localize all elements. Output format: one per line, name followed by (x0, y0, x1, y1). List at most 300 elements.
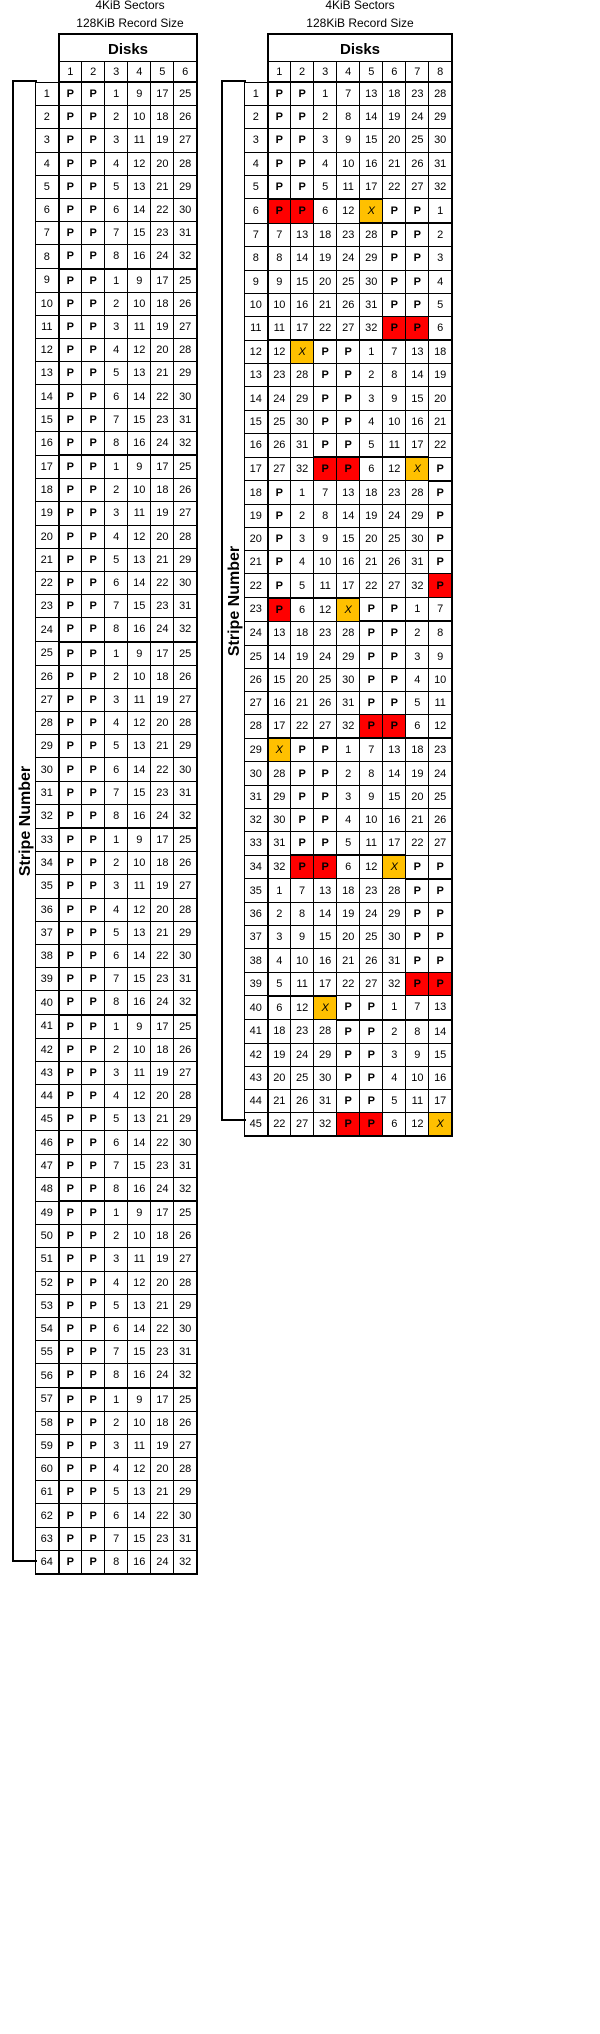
disk-cell: 22 (360, 574, 383, 598)
disk-cell: 6 (337, 855, 360, 879)
disk-cell: 30 (291, 410, 314, 433)
disk-cell: 12 (429, 715, 452, 739)
disk-cell: 20 (406, 785, 429, 808)
disk-cell: P (59, 362, 82, 385)
stripe-number-cell: 36 (245, 903, 268, 926)
disk-cell: 9 (128, 828, 151, 852)
table-row (36, 688, 198, 711)
disk-cell: 27 (291, 1113, 314, 1137)
table-row (36, 1317, 198, 1340)
disk-cell: P (59, 688, 82, 711)
disk-cell: P (59, 852, 82, 875)
disk-cell: 2 (105, 665, 128, 688)
table-row (245, 949, 453, 972)
disk-cell: 31 (406, 551, 429, 574)
stripe-number-cell: 1 (245, 82, 268, 106)
stripe-number-cell: 2 (245, 106, 268, 129)
disk-cell: 3 (360, 387, 383, 410)
stripe-number-cell: 40 (245, 996, 268, 1020)
table-row (245, 223, 453, 247)
disk-cell: 7 (383, 340, 406, 364)
disk-cell: P (291, 129, 314, 152)
disk-cell: X (429, 1113, 452, 1137)
disk-cell: 32 (174, 431, 197, 455)
disk-cell: 16 (128, 1177, 151, 1201)
stripe-number-cell: 24 (245, 621, 268, 645)
disk-cell: 23 (151, 1154, 174, 1177)
disk-cell: 4 (337, 808, 360, 831)
table-row (36, 175, 198, 198)
disk-cell: P (268, 152, 291, 175)
disk-cell: 23 (429, 738, 452, 762)
disk-cell: P (59, 618, 82, 642)
disk-cell: 8 (105, 245, 128, 269)
disk-cell: P (59, 1015, 82, 1039)
disk-cell: 29 (360, 247, 383, 270)
disk-cell: 6 (406, 715, 429, 739)
stripe-number-cell: 17 (245, 457, 268, 481)
disk-cell: 31 (174, 968, 197, 991)
disk-cell: P (82, 1248, 105, 1271)
disk-cell: 28 (174, 898, 197, 921)
disk-cell: 20 (151, 525, 174, 548)
disk-cell: 14 (291, 247, 314, 270)
table-row (36, 292, 198, 315)
disk-cell: 16 (128, 431, 151, 455)
table-row (245, 691, 453, 714)
disk-cell: 1 (406, 598, 429, 622)
disk-cell: 13 (406, 340, 429, 364)
disk-cell: 3 (337, 785, 360, 808)
disk-cell: 26 (174, 1038, 197, 1061)
disk-cell: 15 (128, 408, 151, 431)
disk-cell: 11 (360, 832, 383, 856)
disk-cell: P (82, 665, 105, 688)
disk-cell: 18 (151, 1038, 174, 1061)
disk-cell: P (59, 1388, 82, 1412)
disk-cell: P (406, 247, 429, 270)
table-row (36, 315, 198, 338)
left-disk-header-row (36, 62, 198, 83)
disk-cell: 30 (268, 808, 291, 831)
disk-cell: P (429, 551, 452, 574)
right-disk-header: 7 (406, 62, 429, 83)
disk-cell: 7 (105, 781, 128, 804)
disk-cell: P (59, 292, 82, 315)
disk-cell: 28 (360, 223, 383, 247)
disk-cell: P (82, 1038, 105, 1061)
disk-cell: P (82, 1550, 105, 1574)
disk-cell: 30 (174, 1504, 197, 1527)
disk-cell: P (406, 926, 429, 949)
disk-cell: 28 (174, 1085, 197, 1108)
disk-cell: 32 (291, 457, 314, 481)
stripe-number-cell: 10 (245, 293, 268, 316)
disk-cell: 6 (429, 316, 452, 340)
disk-cell: P (82, 385, 105, 408)
disk-cell: P (429, 457, 452, 481)
disk-cell: P (82, 852, 105, 875)
disk-cell: 22 (337, 972, 360, 996)
disk-cell: 11 (337, 175, 360, 199)
table-row (245, 433, 453, 457)
disk-cell: P (429, 926, 452, 949)
disk-cell: P (59, 804, 82, 828)
disk-cell: 25 (174, 1201, 197, 1225)
disk-cell: 4 (406, 668, 429, 691)
disk-cell: 10 (406, 1066, 429, 1089)
disk-cell: 28 (406, 481, 429, 505)
disk-cell: 18 (268, 1020, 291, 1044)
disk-cell: P (82, 991, 105, 1015)
stripe-number-cell: 41 (36, 1015, 59, 1039)
disk-cell: P (337, 1043, 360, 1066)
stripe-number-cell: 31 (36, 781, 59, 804)
disk-cell: 22 (151, 571, 174, 594)
disk-cell: 31 (291, 433, 314, 457)
disk-cell: P (82, 1458, 105, 1481)
disk-cell: 4 (105, 1271, 128, 1294)
disk-cell: 32 (174, 1364, 197, 1388)
disk-cell: P (59, 875, 82, 898)
disk-cell: P (360, 621, 383, 645)
disk-cell: P (82, 431, 105, 455)
right-caption (290, 0, 430, 32)
disk-cell: 15 (128, 1154, 151, 1177)
table-row (245, 528, 453, 551)
disk-cell: 27 (174, 1434, 197, 1457)
disk-cell: 13 (337, 481, 360, 505)
disk-cell: 15 (429, 1043, 452, 1066)
disk-cell: 22 (151, 1504, 174, 1527)
disk-cell: P (59, 1061, 82, 1084)
disk-cell: P (59, 1481, 82, 1504)
disk-cell: 16 (429, 1066, 452, 1089)
disk-cell: 31 (174, 222, 197, 245)
stripe-number-cell: 1 (36, 82, 59, 106)
stripe-number-cell: 48 (36, 1177, 59, 1201)
disk-cell: P (429, 879, 452, 903)
disk-cell: P (59, 222, 82, 245)
disk-cell: 27 (360, 972, 383, 996)
disk-cell: 3 (268, 926, 291, 949)
disk-cell: 10 (128, 106, 151, 129)
disk-cell: 2 (105, 1038, 128, 1061)
right-caption-line2: 128KiB Record Size (306, 16, 414, 30)
disk-cell: 28 (174, 1458, 197, 1481)
disk-cell: 6 (105, 758, 128, 781)
disk-cell: 29 (291, 387, 314, 410)
disk-cell: 12 (128, 525, 151, 548)
disk-cell: 7 (291, 879, 314, 903)
table-row (36, 712, 198, 735)
table-row (36, 1177, 198, 1201)
disk-cell: 15 (406, 387, 429, 410)
disk-cell: 21 (337, 949, 360, 972)
table-row (36, 804, 198, 828)
disk-cell: 4 (360, 410, 383, 433)
disk-cell: 15 (291, 270, 314, 293)
disk-cell: P (82, 1085, 105, 1108)
disk-cell: 16 (314, 949, 337, 972)
right-disk-table (244, 61, 453, 1137)
stripe-number-cell: 33 (245, 832, 268, 856)
disk-cell: 14 (128, 1317, 151, 1340)
disk-cell: 20 (151, 339, 174, 362)
stripe-number-cell: 14 (245, 387, 268, 410)
disk-cell: P (59, 1458, 82, 1481)
disk-cell: 23 (383, 481, 406, 505)
disk-cell: P (360, 1066, 383, 1089)
disk-cell: 14 (314, 903, 337, 926)
disk-cell: 27 (406, 175, 429, 199)
disk-cell: 1 (105, 642, 128, 666)
disk-cell: P (360, 598, 383, 622)
table-row (36, 1131, 198, 1154)
disk-cell: P (383, 645, 406, 668)
disk-cell: 16 (406, 410, 429, 433)
table-row (36, 1388, 198, 1412)
disk-cell: 15 (314, 926, 337, 949)
table-row (245, 926, 453, 949)
disk-cell: P (360, 645, 383, 668)
disk-cell: P (383, 247, 406, 270)
disk-cell: 32 (174, 245, 197, 269)
disk-cell: 7 (105, 222, 128, 245)
disk-cell: 19 (268, 1043, 291, 1066)
disk-cell: 19 (151, 315, 174, 338)
disk-cell: 5 (105, 1294, 128, 1317)
disk-cell: 14 (337, 504, 360, 527)
disk-cell: P (59, 1108, 82, 1131)
disk-cell: 16 (268, 691, 291, 714)
disk-cell: 2 (105, 1411, 128, 1434)
disk-cell: P (59, 385, 82, 408)
disk-cell: 3 (314, 129, 337, 152)
stripe-number-cell: 3 (245, 129, 268, 152)
stripe-number-cell: 22 (36, 571, 59, 594)
disk-cell: 25 (291, 1066, 314, 1089)
disk-cell: 20 (151, 1085, 174, 1108)
disk-cell: P (82, 1481, 105, 1504)
table-row (245, 855, 453, 879)
disk-cell: 17 (291, 316, 314, 340)
disk-cell: P (383, 715, 406, 739)
stripe-number-cell: 14 (36, 385, 59, 408)
table-row (36, 781, 198, 804)
disk-cell: 24 (406, 106, 429, 129)
right-stripe-box (221, 80, 246, 1121)
disk-cell: P (82, 1388, 105, 1412)
disk-cell: 7 (429, 598, 452, 622)
disk-cell: 13 (128, 735, 151, 758)
disk-cell: 19 (429, 364, 452, 387)
disk-cell: 5 (314, 175, 337, 199)
disk-cell: 11 (128, 1061, 151, 1084)
disk-cell: 18 (151, 292, 174, 315)
stripe-number-cell: 6 (36, 198, 59, 221)
table-row (36, 1411, 198, 1434)
disk-cell: 5 (105, 1108, 128, 1131)
disk-cell: P (82, 339, 105, 362)
disk-cell: 17 (151, 455, 174, 479)
disk-cell: P (59, 1201, 82, 1225)
disk-cell: 17 (337, 574, 360, 598)
disk-cell: 9 (360, 785, 383, 808)
disk-cell: 9 (291, 926, 314, 949)
table-row (245, 316, 453, 340)
disk-cell: 15 (128, 1341, 151, 1364)
stripe-number-cell: 32 (36, 804, 59, 828)
stripe-number-cell: 4 (245, 152, 268, 175)
stripe-number-cell: 25 (245, 645, 268, 668)
disk-cell: 3 (105, 875, 128, 898)
disk-cell: 10 (360, 808, 383, 831)
disk-cell: 30 (174, 198, 197, 221)
disk-cell: 18 (360, 481, 383, 505)
disk-cell: 6 (268, 996, 291, 1020)
table-row (36, 968, 198, 991)
stripe-number-cell: 43 (245, 1066, 268, 1089)
disk-cell: 15 (128, 222, 151, 245)
stripe-number-cell: 16 (245, 433, 268, 457)
disk-cell: 3 (105, 688, 128, 711)
table-row (245, 387, 453, 410)
table-row (36, 1364, 198, 1388)
table-row (36, 1015, 198, 1039)
disk-cell: 28 (174, 712, 197, 735)
disk-cell: 11 (291, 972, 314, 996)
stripe-number-cell: 36 (36, 898, 59, 921)
stripe-number-cell: 37 (245, 926, 268, 949)
disk-cell: 31 (268, 832, 291, 856)
disk-cell: 24 (268, 387, 291, 410)
disk-cell: 32 (174, 991, 197, 1015)
disk-cell: 12 (128, 339, 151, 362)
left-stripe-box (12, 80, 37, 1562)
table-row (245, 270, 453, 293)
disk-cell: 29 (337, 645, 360, 668)
disk-cell: 26 (337, 293, 360, 316)
disk-cell: 9 (314, 528, 337, 551)
table-row (36, 1154, 198, 1177)
disk-cell: P (59, 106, 82, 129)
left-disks-title: Disks (58, 33, 198, 61)
stripe-number-cell: 56 (36, 1364, 59, 1388)
disk-cell: P (82, 129, 105, 152)
disk-cell: 29 (406, 504, 429, 527)
stripe-number-cell: 15 (36, 408, 59, 431)
disk-cell: P (383, 293, 406, 316)
disk-cell: 2 (105, 479, 128, 502)
disk-cell: P (360, 1090, 383, 1113)
left-disk-header: 3 (105, 62, 128, 83)
disk-cell: 24 (151, 245, 174, 269)
disk-cell: 21 (151, 735, 174, 758)
disk-cell: 5 (337, 832, 360, 856)
stripe-number-cell: 44 (245, 1090, 268, 1113)
disk-cell: 1 (360, 340, 383, 364)
disk-cell: 7 (337, 82, 360, 106)
disk-cell: P (291, 762, 314, 785)
disk-cell: 26 (174, 106, 197, 129)
disk-cell: P (337, 1020, 360, 1044)
disk-cell: 12 (268, 340, 291, 364)
table-row (245, 1113, 453, 1137)
table-row (36, 1061, 198, 1084)
disk-cell: 29 (268, 785, 291, 808)
disk-cell: P (82, 944, 105, 967)
disk-cell: 15 (128, 1527, 151, 1550)
disk-cell: 2 (105, 852, 128, 875)
disk-cell: 5 (105, 1481, 128, 1504)
disk-cell: P (82, 921, 105, 944)
disk-cell: 9 (406, 1043, 429, 1066)
disk-cell: 27 (174, 129, 197, 152)
disk-cell: P (314, 832, 337, 856)
disk-cell: 8 (406, 1020, 429, 1044)
disk-cell: 29 (174, 1108, 197, 1131)
disk-cell: 12 (128, 898, 151, 921)
disk-cell: 13 (128, 1481, 151, 1504)
disk-cell: 31 (174, 1527, 197, 1550)
disk-cell: 30 (314, 1066, 337, 1089)
disk-cell: 12 (337, 199, 360, 223)
stripe-number-cell: 18 (36, 479, 59, 502)
disk-cell: 31 (337, 691, 360, 714)
disk-cell: 21 (151, 1481, 174, 1504)
disk-cell: P (82, 269, 105, 293)
disk-cell: 4 (105, 1458, 128, 1481)
disk-cell: P (360, 1043, 383, 1066)
disk-cell: P (82, 175, 105, 198)
disk-cell: 29 (174, 548, 197, 571)
disk-cell: 27 (383, 574, 406, 598)
stripe-number-cell: 13 (36, 362, 59, 385)
disk-cell: 18 (314, 223, 337, 247)
stripe-number-cell: 42 (36, 1038, 59, 1061)
disk-cell: 19 (151, 1248, 174, 1271)
right-disk-header: 2 (291, 62, 314, 83)
disk-cell: 17 (151, 82, 174, 106)
disk-cell: 5 (383, 1090, 406, 1113)
disk-cell: 32 (174, 1550, 197, 1574)
disk-cell: 10 (128, 1411, 151, 1434)
disk-cell: P (291, 82, 314, 106)
disk-cell: P (59, 1411, 82, 1434)
table-row (36, 269, 198, 293)
disk-cell: 29 (174, 921, 197, 944)
disk-cell: P (360, 691, 383, 714)
disk-cell: 4 (105, 525, 128, 548)
disk-cell: 27 (174, 688, 197, 711)
disk-cell: 30 (174, 571, 197, 594)
disk-cell: 28 (314, 1020, 337, 1044)
disk-cell: 20 (268, 1066, 291, 1089)
disk-cell: 3 (291, 528, 314, 551)
disk-cell: 26 (174, 1411, 197, 1434)
disk-cell: P (82, 1271, 105, 1294)
stripe-number-cell: 64 (36, 1550, 59, 1574)
stripe-number-cell: 29 (245, 738, 268, 762)
disk-cell: P (314, 855, 337, 879)
disk-cell: P (59, 175, 82, 198)
disk-cell: 11 (128, 1248, 151, 1271)
disk-cell: 1 (105, 1015, 128, 1039)
disk-cell: P (59, 502, 82, 525)
disk-cell: P (82, 479, 105, 502)
disk-cell: 4 (105, 152, 128, 175)
